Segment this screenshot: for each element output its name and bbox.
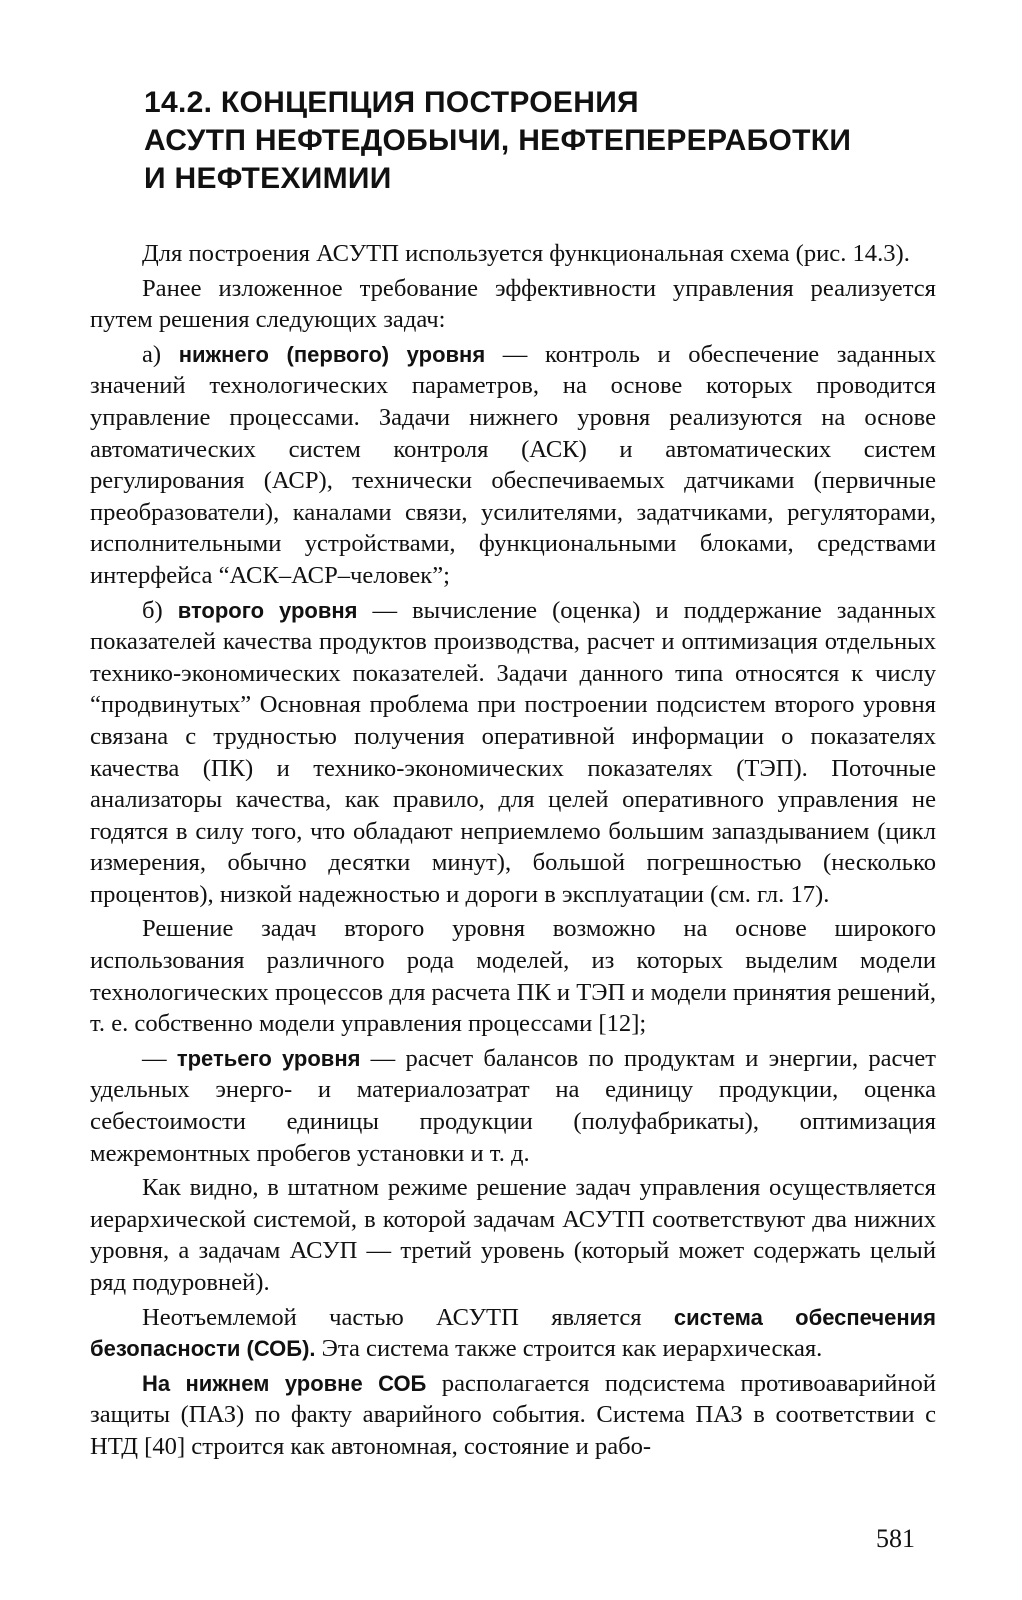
paragraph-text: Неотъемлемой частью АСУТП является [142,1303,674,1331]
paragraph-text: б) [142,596,178,624]
page-number: 581 [876,1524,915,1553]
body-text [90,238,936,1463]
paragraph [90,595,936,911]
paragraph-text: Ранее изложенное требование эффективности управления реализуется путем решения следующих задач: [90,274,936,334]
section-title [144,84,936,198]
paragraph-text: — [142,1044,177,1072]
paragraph-bold: На нижнем уровне СОБ [142,1370,427,1396]
paragraph-bold: второго уровня [177,597,358,623]
paragraph-text: Эта система также строится как иерархическая. [315,1335,823,1363]
paragraph-text: располагается подсистема противоаварийной защиты (ПАЗ) по факту аварийного события. Система ПАЗ в соответствии с НТД [40] строится как автономная, состояние и рабо- [90,1369,936,1460]
paragraph-bold: система обеспечения безопасности (СОБ). [90,1304,937,1362]
paragraph-text: Для построения АСУТП используется функциональная схема (рис. 14.3). [142,240,910,267]
paragraph [90,1368,936,1463]
title-line-1: 14.2. КОНЦЕПЦИЯ ПОСТРОЕНИЯ [144,86,639,119]
paragraph-text: — расчет балансов по продуктам и энергии, расчет удельных энерго- и материалозатрат на единицу продукции, оценка себестоимости единицы продукции (полуфабрикаты), оптимизация межремонтных пробегов установки и т. д. [90,1044,936,1167]
paragraph [90,238,936,270]
paragraph [90,913,936,1039]
paragraph [90,1043,936,1169]
paragraph [90,1302,936,1365]
paragraph-text: Как видно, в штатном режиме решение задач управления осуществляется иерархической системой, в которой задачам АСУТП соответствуют два нижних уровня, а задачам АСУП — третий уровень (который может содержать целый ряд подуровней). [90,1174,936,1296]
title-line-3: И НЕФТЕХИМИИ [144,162,392,195]
paragraph-text: — вычисление (оценка) и поддержание заданных показателей качества продуктов производства, расчет и оптимизация отдельных технико-экономических показателей. Задачи данного типа относятся к числу “продвинутых” Основная проблема при построении подсистем второго уровня связана с трудностью получения оперативной информации о показателях качества (ПК) и технико-экономических показателях (ТЭП). Поточные анализаторы качества, как правило, для целей оперативного управления не годятся в силу того, что обладают неприемлемо большим запаздыванием (цикл измерения, обычно десятки минут), большой погрешностью (несколько процентов), низкой надежностью и дороги в эксплуатации (см. гл. 17). [90,596,936,908]
paragraph-text: а) [142,340,179,368]
paragraph [90,273,936,336]
paragraph [90,1172,936,1298]
paragraph [90,339,936,592]
paragraph-bold: третьего уровня [176,1045,361,1071]
title-line-2: АСУТП НЕФТЕДОБЫЧИ, НЕФТЕПЕРЕРАБОТКИ [144,124,852,157]
paragraph-text: Решение задач второго уровня возможно на основе широкого использования различного рода моделей, из которых выделим модели технологических процессов для расчета ПК и ТЭП и модели принятия решений, т. е. собственно модели управления процессами [12]; [90,915,936,1038]
page-content [90,84,936,1466]
paragraph-bold: нижнего (первого) уровня [178,341,486,367]
paragraph-text: — контроль и обеспечение заданных значений технологических параметров, на основе которых проводится управление процессами. Задачи нижнего уровня реализуются на основе автоматических систем контроля (АСК) и автоматических систем регулирования (АСР), технически обеспечиваемых датчиками (первичные преобразователи), каналами связи, усилителями, задатчиками, регуляторами, исполнительными устройствами, функциональными блоками, средствами интерфейса “АСК–АСР–человек”; [90,340,937,589]
